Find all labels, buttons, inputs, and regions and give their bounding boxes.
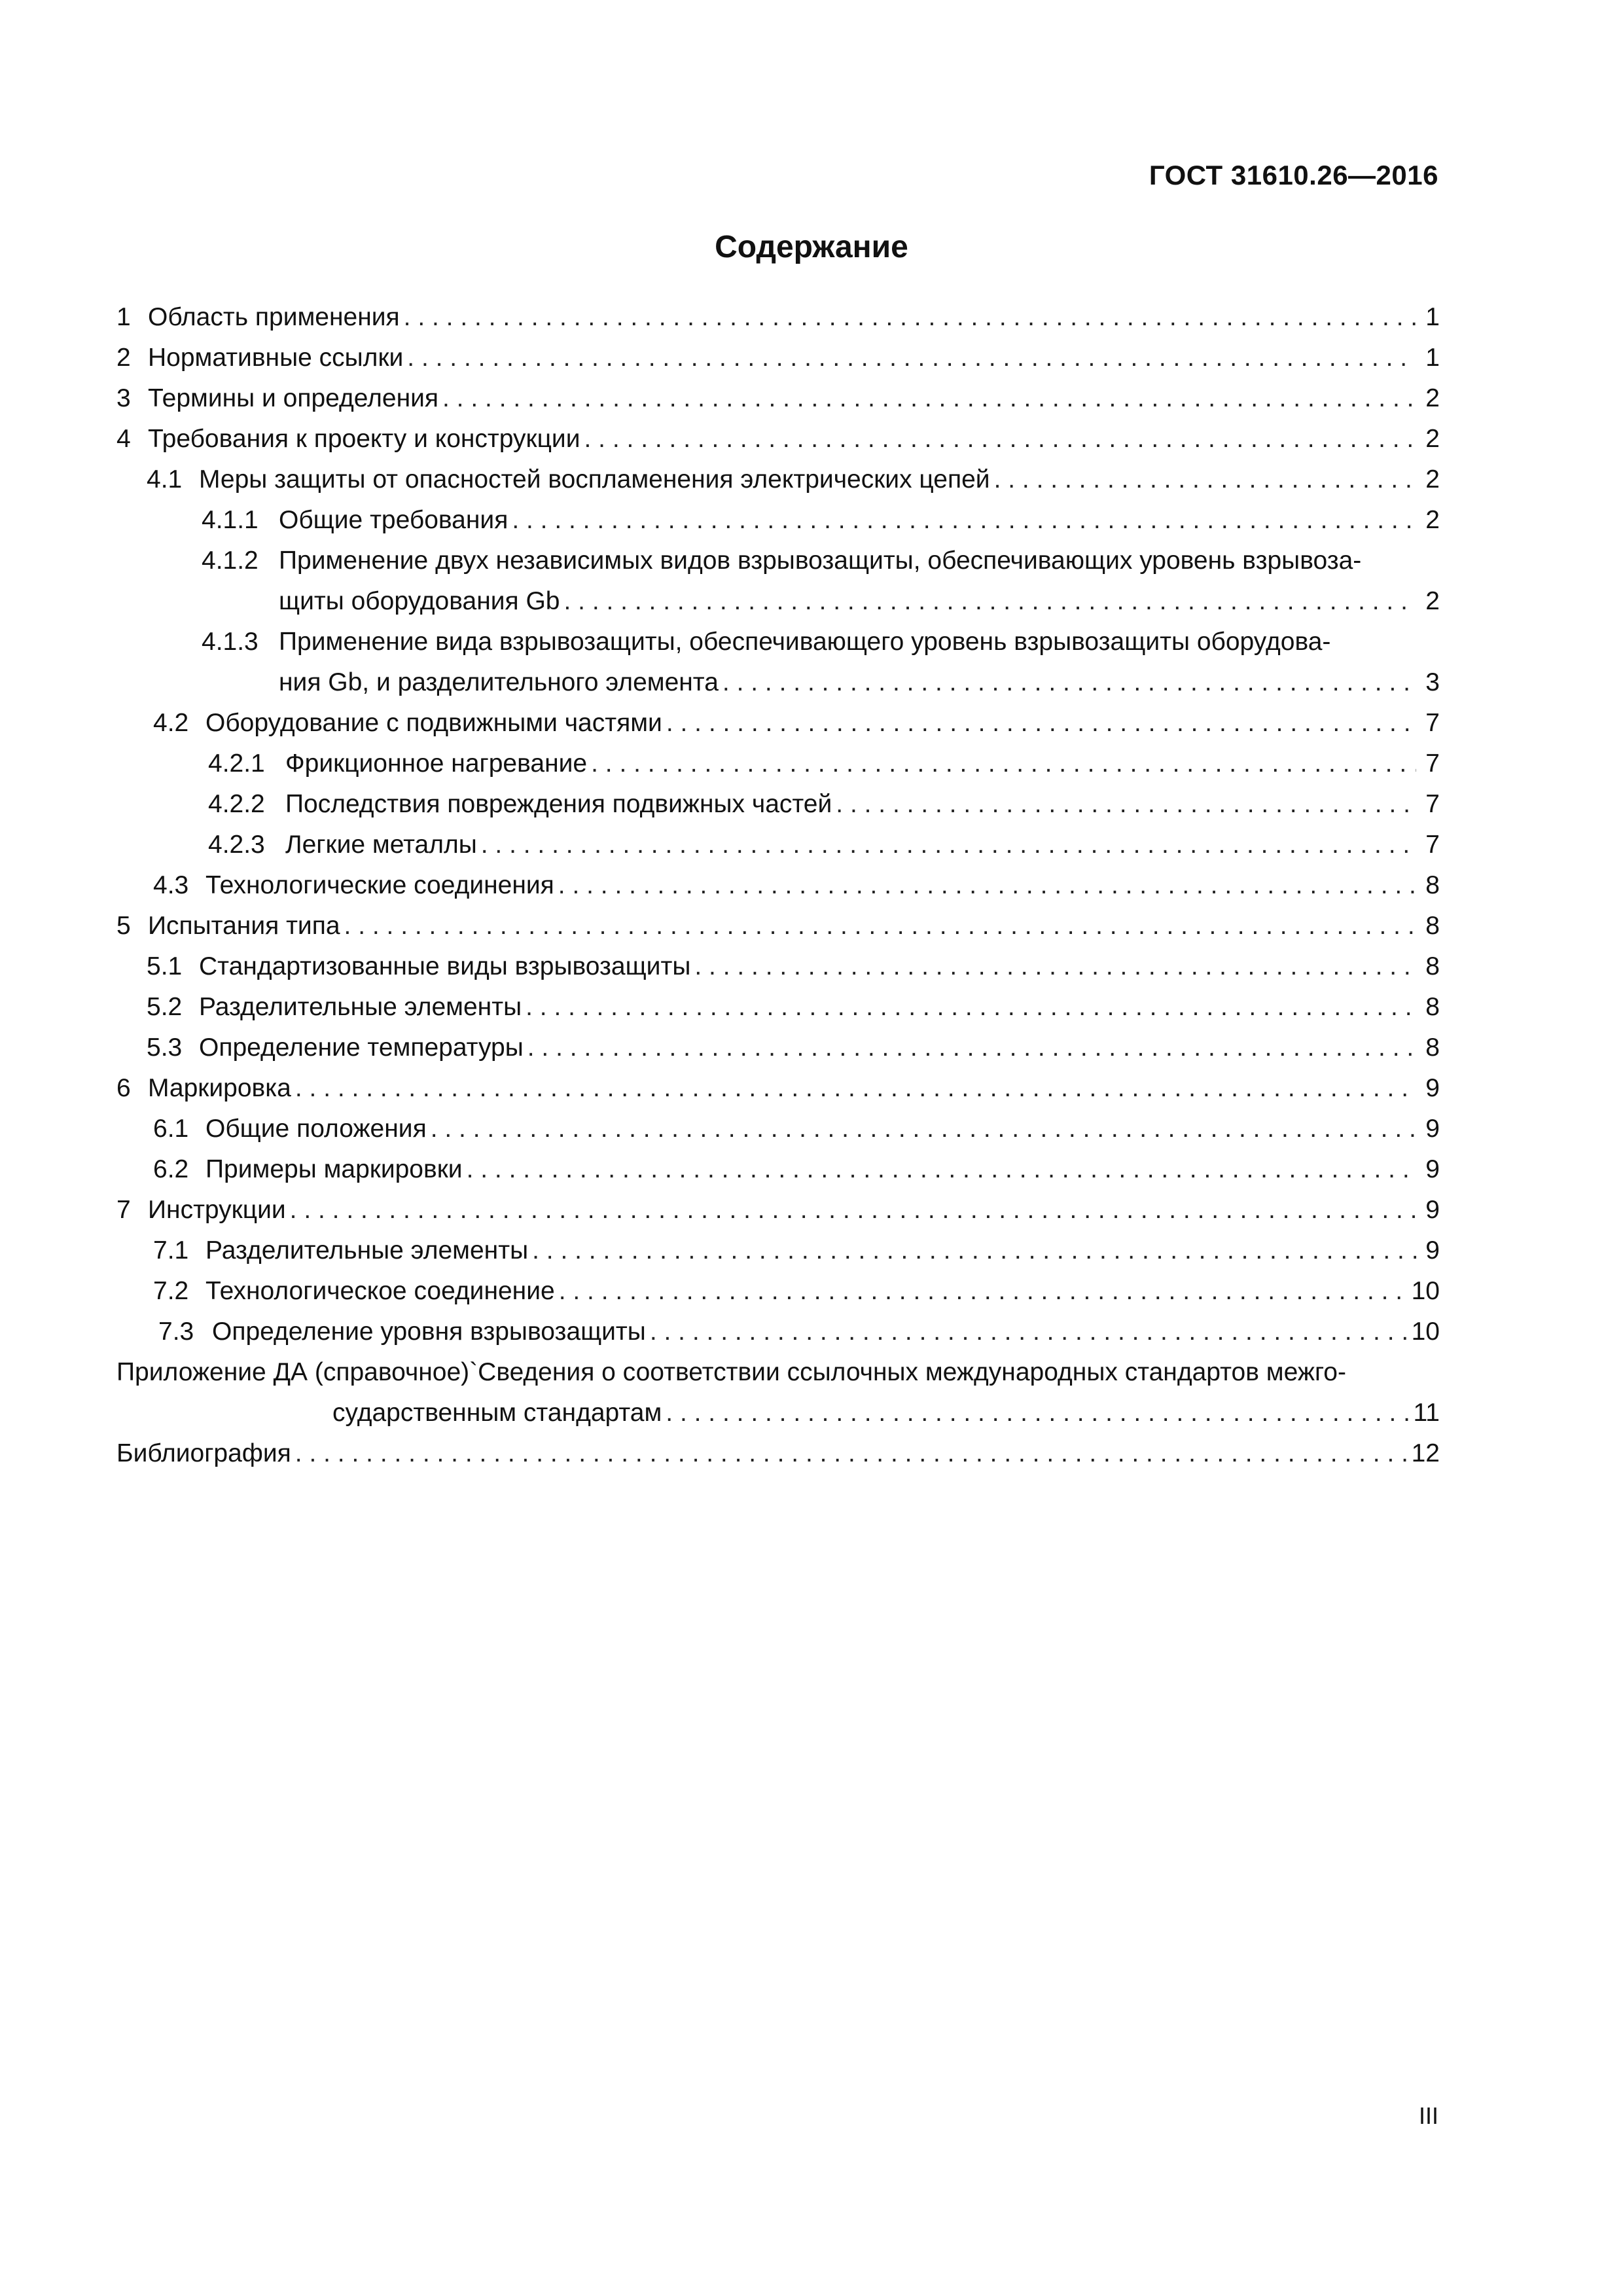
- table-of-contents: [116, 297, 1440, 1474]
- toc-entry-title: Область применения: [148, 303, 400, 331]
- toc-entry-number: 3: [116, 384, 131, 412]
- toc-leader-dots: [526, 987, 1416, 1028]
- toc-entry-page: 2: [1425, 465, 1440, 493]
- toc-entry-title: Инструкции: [148, 1196, 286, 1224]
- toc-entry-title: Примеры маркировки: [205, 1155, 463, 1183]
- toc-entry-6-2[interactable]: [116, 1149, 1440, 1190]
- toc-entry-4-1-3[interactable]: [116, 622, 1440, 703]
- toc-entry-page: 8: [1425, 871, 1440, 899]
- toc-entry-title: Технологическое соединение: [205, 1277, 555, 1305]
- toc-entry-5-3[interactable]: [116, 1028, 1440, 1068]
- toc-entry-page: 8: [1425, 952, 1440, 980]
- toc-leader-dots: [344, 906, 1416, 946]
- toc-leader-dots: [481, 825, 1416, 865]
- toc-leader-dots: [694, 946, 1416, 987]
- toc-entry-number: 4.2.3: [208, 831, 265, 859]
- toc-entry-title: Общие положения: [205, 1115, 427, 1143]
- toc-leader-dots: [467, 1149, 1416, 1190]
- toc-leader-dots: [290, 1190, 1416, 1230]
- toc-entry-page: 8: [1425, 912, 1440, 940]
- toc-entry-page: 10: [1411, 1318, 1440, 1346]
- toc-entry-title: Испытания типа: [148, 912, 340, 940]
- toc-entry-number: 4.2: [153, 709, 189, 737]
- toc-leader-dots: [295, 1433, 1408, 1474]
- toc-leader-dots: [407, 338, 1416, 378]
- toc-entry-page: 2: [1425, 587, 1440, 615]
- toc-entry-3[interactable]: [116, 378, 1440, 419]
- toc-entry-number: 4.2.1: [208, 749, 265, 778]
- toc-entry-page: 9: [1425, 1155, 1440, 1183]
- toc-entry-number: 2: [116, 344, 131, 372]
- toc-leader-dots: [722, 662, 1416, 703]
- toc-entry-5-1[interactable]: [116, 946, 1440, 987]
- toc-entry-number: 4.1.1: [202, 506, 259, 534]
- toc-entry-number: 4.1.3: [202, 628, 259, 656]
- toc-entry-title-continued: ния Gb, и разделительного элемента: [279, 668, 719, 696]
- toc-entry-title: Определение уровня взрывозащиты: [212, 1318, 646, 1346]
- page-number: III: [1418, 2102, 1438, 2129]
- toc-leader-dots: [666, 1393, 1409, 1433]
- toc-entry-number: 7.3: [158, 1318, 194, 1346]
- toc-entry-page: 2: [1425, 506, 1440, 534]
- toc-entry-7-1[interactable]: [116, 1230, 1440, 1271]
- toc-entry-number: 6.1: [153, 1115, 189, 1143]
- toc-entry-page: 8: [1425, 1033, 1440, 1062]
- toc-entry-title: Термины и определения: [148, 384, 439, 412]
- toc-entry-4[interactable]: [116, 419, 1440, 459]
- toc-leader-dots: [404, 297, 1416, 338]
- toc-entry-title: Требования к проекту и конструкции: [148, 425, 580, 453]
- toc-leader-dots: [650, 1312, 1408, 1352]
- toc-entry-page: 2: [1425, 425, 1440, 453]
- toc-entry-page: 8: [1425, 993, 1440, 1021]
- toc-entry-number: 4.1.2: [202, 547, 259, 575]
- toc-entry-4-2-3[interactable]: [116, 825, 1440, 865]
- toc-entry-title: Маркировка: [148, 1074, 291, 1102]
- toc-entry-number: 4.2.2: [208, 790, 265, 818]
- toc-entry-title: Технологические соединения: [205, 871, 554, 899]
- toc-entry-page: 3: [1425, 668, 1440, 696]
- toc-entry-number: 5: [116, 912, 131, 940]
- toc-entry-title-continued: щиты оборудования Gb: [279, 587, 560, 615]
- toc-leader-dots: [836, 784, 1416, 825]
- toc-entry-title: Нормативные ссылки: [148, 344, 404, 372]
- toc-entry-title: Общие требования: [279, 506, 508, 534]
- toc-entry-title: Приложение ДА (справочное)`Сведения о соответствии ссылочных международных стандартов межго-: [116, 1358, 1346, 1386]
- toc-entry-6[interactable]: [116, 1068, 1440, 1109]
- toc-entry-bibliography[interactable]: [116, 1433, 1440, 1474]
- toc-entry-title: Меры защиты от опасностей воспламенения электрических цепей: [199, 465, 990, 493]
- toc-entry-number: 4.1: [147, 465, 183, 493]
- toc-entry-number: 5.3: [147, 1033, 183, 1062]
- toc-entry-number: 7.2: [153, 1277, 189, 1305]
- toc-entry-page: 12: [1411, 1439, 1440, 1467]
- toc-entry-page: 11: [1413, 1399, 1440, 1427]
- toc-entry-number: 7.1: [153, 1236, 189, 1265]
- toc-entry-page: 9: [1425, 1196, 1440, 1224]
- toc-leader-dots: [666, 703, 1416, 744]
- toc-entry-page: 2: [1425, 384, 1440, 412]
- toc-entry-title: Определение температуры: [199, 1033, 524, 1062]
- toc-leader-dots: [527, 1028, 1416, 1068]
- toc-entry-number: 5.1: [147, 952, 183, 980]
- toc-entry-4-1-2[interactable]: [116, 541, 1440, 622]
- toc-entry-page: 9: [1425, 1236, 1440, 1265]
- toc-entry-title: Последствия повреждения подвижных частей: [285, 790, 832, 818]
- toc-entry-number: 6.2: [153, 1155, 189, 1183]
- toc-entry-page: 7: [1425, 790, 1440, 818]
- toc-entry-number: 5.2: [147, 993, 183, 1021]
- toc-leader-dots: [564, 581, 1417, 622]
- toc-entry-page: 10: [1411, 1277, 1440, 1305]
- toc-leader-dots: [591, 744, 1416, 784]
- toc-entry-number: 1: [116, 303, 131, 331]
- toc-leader-dots: [532, 1230, 1416, 1271]
- toc-entry-page: 9: [1425, 1115, 1440, 1143]
- toc-entry-title: Разделительные элементы: [199, 993, 522, 1021]
- toc-entry-4-3[interactable]: [116, 865, 1440, 906]
- toc-entry-title: Разделительные элементы: [205, 1236, 529, 1265]
- toc-entry-4-1-1[interactable]: [116, 500, 1440, 541]
- toc-entry-number: 6: [116, 1074, 131, 1102]
- toc-entry-4-2-2[interactable]: [116, 784, 1440, 825]
- toc-entry-title: Фрикционное нагревание: [285, 749, 588, 778]
- toc-leader-dots: [512, 500, 1416, 541]
- toc-entry-appendix-da[interactable]: [116, 1352, 1440, 1433]
- toc-leader-dots: [295, 1068, 1416, 1109]
- toc-entry-4-2[interactable]: [116, 703, 1440, 744]
- toc-entry-page: 9: [1425, 1074, 1440, 1102]
- document-id: ГОСТ 31610.26—2016: [1149, 160, 1438, 190]
- toc-leader-dots: [559, 1271, 1408, 1312]
- toc-entry-title: Оборудование с подвижными частями: [205, 709, 662, 737]
- toc-entry-number: 7: [116, 1196, 131, 1224]
- toc-entry-page: 1: [1425, 303, 1440, 331]
- toc-entry-5-2[interactable]: [116, 987, 1440, 1028]
- toc-leader-dots: [431, 1109, 1416, 1149]
- toc-entry-title-continued: сударственным стандартам: [332, 1399, 662, 1427]
- toc-leader-dots: [994, 459, 1416, 500]
- toc-entry-4-1[interactable]: [116, 459, 1440, 500]
- toc-entry-title: Стандартизованные виды взрывозащиты: [199, 952, 691, 980]
- toc-entry-number: 4: [116, 425, 131, 453]
- toc-entry-1[interactable]: [116, 297, 1440, 338]
- toc-entry-page: 7: [1425, 709, 1440, 737]
- toc-entry-title: Применение двух независимых видов взрывозащиты, обеспечивающих уровень взрывоза-: [279, 547, 1362, 575]
- toc-leader-dots: [442, 378, 1416, 419]
- toc-entry-5[interactable]: [116, 906, 1440, 946]
- toc-entry-title: Библиография: [116, 1439, 291, 1467]
- toc-entry-4-2-1[interactable]: [116, 744, 1440, 784]
- toc-entry-page: 7: [1425, 831, 1440, 859]
- toc-entry-title: Легкие металлы: [285, 831, 477, 859]
- toc-leader-dots: [584, 419, 1416, 459]
- toc-entry-page: 7: [1425, 749, 1440, 778]
- toc-entry-7-2[interactable]: [116, 1271, 1440, 1312]
- toc-entry-7-3[interactable]: [116, 1312, 1440, 1352]
- toc-entry-number: 4.3: [153, 871, 189, 899]
- toc-entry-page: 1: [1425, 344, 1440, 372]
- toc-leader-dots: [558, 865, 1416, 906]
- toc-entry-title: Применение вида взрывозащиты, обеспечивающего уровень взрывозащиты оборудова-: [279, 628, 1331, 656]
- toc-title: Содержание: [715, 230, 908, 264]
- toc-entry-7[interactable]: [116, 1190, 1440, 1230]
- toc-entry-2[interactable]: [116, 338, 1440, 378]
- toc-entry-6-1[interactable]: [116, 1109, 1440, 1149]
